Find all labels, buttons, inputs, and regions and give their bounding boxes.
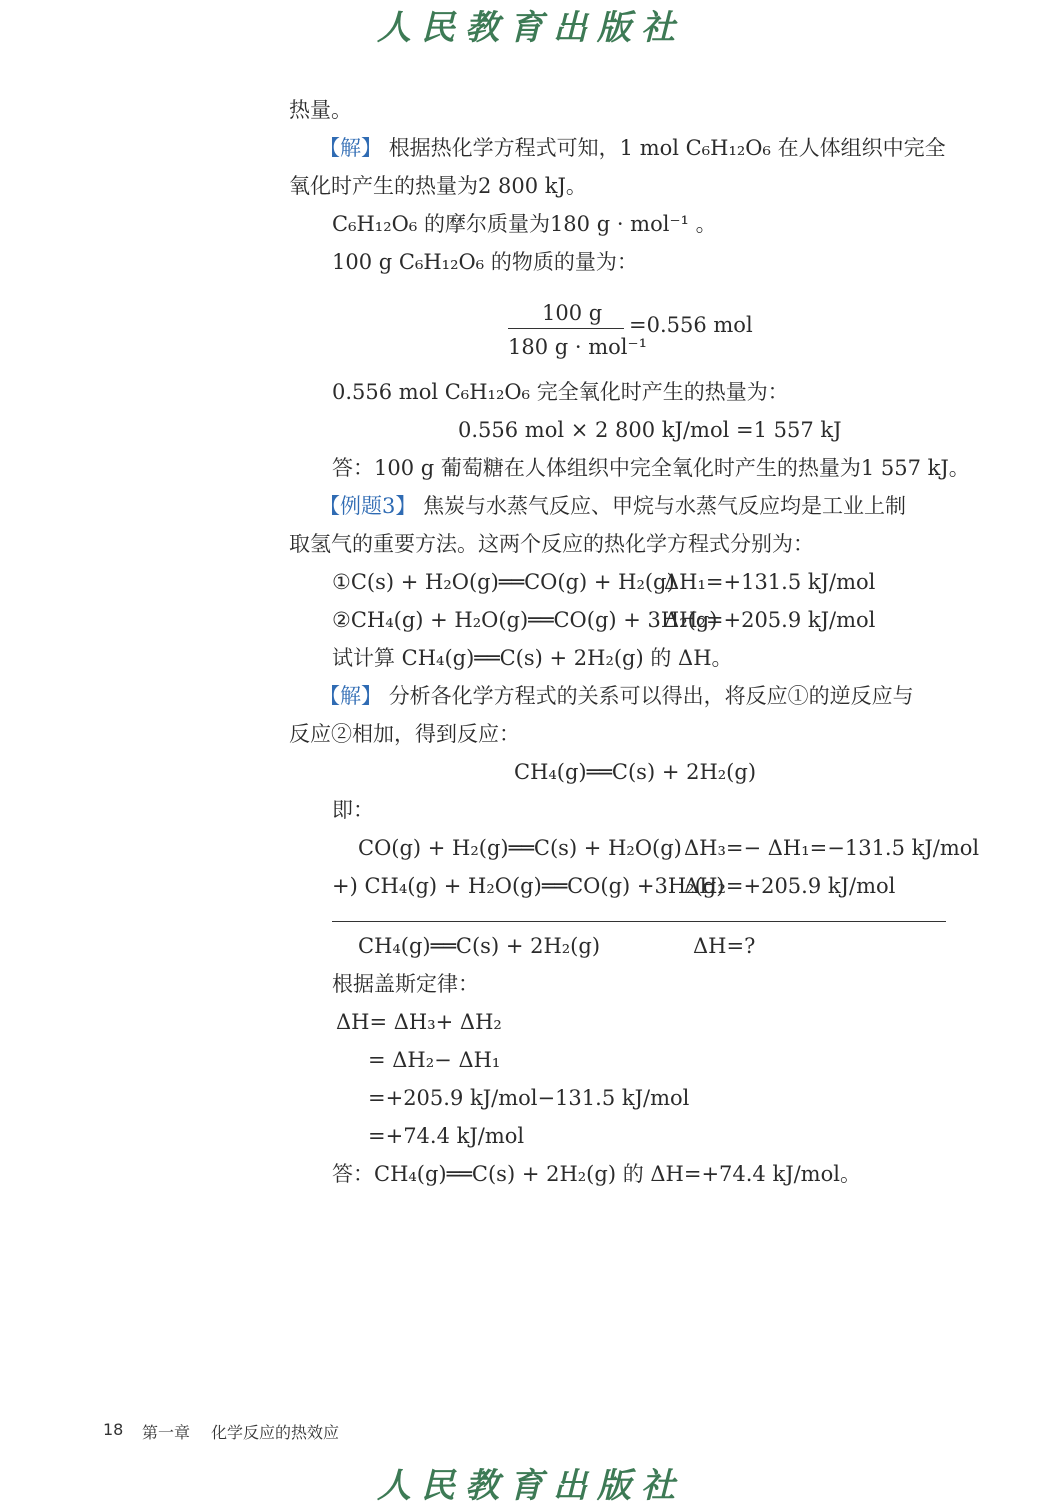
text-line: 0.556 mol × 2 800 kJ/mol =1 557 kJ (458, 418, 842, 442)
calc-line: ΔH= ΔH₃+ ΔH₂ (336, 1010, 502, 1034)
text-line: 【解】 分析各化学方程式的关系可以得出，将反应①的逆反应与 (319, 684, 914, 708)
solution-tag: 【解】 (319, 684, 382, 708)
text-line: 【例题3】 焦炭与水蒸气反应、甲烷与水蒸气反应均是工业上制 (319, 494, 907, 518)
calc-line: =+205.9 kJ/mol−131.5 kJ/mol (368, 1086, 690, 1110)
text-line: 氧化时产生的热量为2 800 kJ。 (289, 174, 587, 198)
text-line: 即： (332, 798, 374, 822)
calc-line: = ΔH₂− ΔH₁ (368, 1048, 501, 1072)
sum-equation-1: CO(g) + H₂(g)══C(s) + H₂O(g) (358, 836, 682, 860)
fraction-numerator: 100 g (542, 301, 603, 325)
publisher-logo-top: 人民教育出版社 (377, 8, 685, 48)
text-line: 热量。 (289, 98, 352, 122)
text-line: C₆H₁₂O₆ 的摩尔质量为180 g · mol⁻¹ 。 (332, 212, 717, 236)
equation-1: ①C(s) + H₂O(g)══CO(g) + H₂(g) (332, 570, 675, 594)
sum-result-enthalpy: ΔH=? (693, 934, 756, 958)
chapter-title: 化学反应的热效应 (211, 1423, 340, 1442)
text-line: 【解】 根据热化学方程式可知，1 mol C₆H₁₂O₆ 在人体组织中完全 (319, 136, 946, 160)
text-line: 反应②相加，得到反应： (289, 722, 520, 746)
publisher-logo-bottom: 人民教育出版社 (377, 1466, 685, 1506)
text-line: 答：100 g 葡萄糖在人体组织中完全氧化时产生的热量为1 557 kJ。 (332, 456, 970, 480)
equation-2: ②CH₄(g) + H₂O(g)══CO(g) + 3H₂(g) (332, 608, 718, 632)
sum-equation-2: +) CH₄(g) + H₂O(g)══CO(g) +3H₂(g) (332, 874, 725, 898)
solution-tag: 【解】 (319, 136, 382, 160)
text-line: 0.556 mol C₆H₁₂O₆ 完全氧化时产生的热量为： (332, 380, 789, 404)
sum-rule (332, 921, 946, 922)
enthalpy-1: ΔH₁=+131.5 kJ/mol (664, 570, 876, 594)
fraction-bar (508, 328, 624, 329)
text-line: 试计算 CH₄(g)══C(s) + 2H₂(g) 的 ΔH。 (332, 646, 733, 670)
text-line: 100 g C₆H₁₂O₆ 的物质的量为： (332, 250, 638, 274)
text-line: 取氢气的重要方法。这两个反应的热化学方程式分别为： (289, 532, 814, 556)
text-line: 根据盖斯定律： (332, 972, 479, 996)
fraction-result: =0.556 mol (629, 313, 753, 337)
calc-line: =+74.4 kJ/mol (368, 1124, 525, 1148)
sum-enthalpy-2: ΔH₂=+205.9 kJ/mol (684, 874, 896, 898)
chapter-label: 第一章 (142, 1423, 191, 1442)
fraction-denominator: 180 g · mol⁻¹ (508, 335, 648, 359)
example-tag: 【例题3】 (319, 494, 417, 518)
sum-enthalpy-1: ΔH₃=− ΔH₁=−131.5 kJ/mol (684, 836, 980, 860)
page-number: 18 (103, 1420, 124, 1439)
sum-result-equation: CH₄(g)══C(s) + 2H₂(g) (358, 934, 601, 958)
enthalpy-2: ΔH₂=+205.9 kJ/mol (664, 608, 876, 632)
target-equation: CH₄(g)══C(s) + 2H₂(g) (514, 760, 757, 784)
answer-line: 答：CH₄(g)══C(s) + 2H₂(g) 的 ΔH=+74.4 kJ/mol。 (332, 1162, 861, 1186)
